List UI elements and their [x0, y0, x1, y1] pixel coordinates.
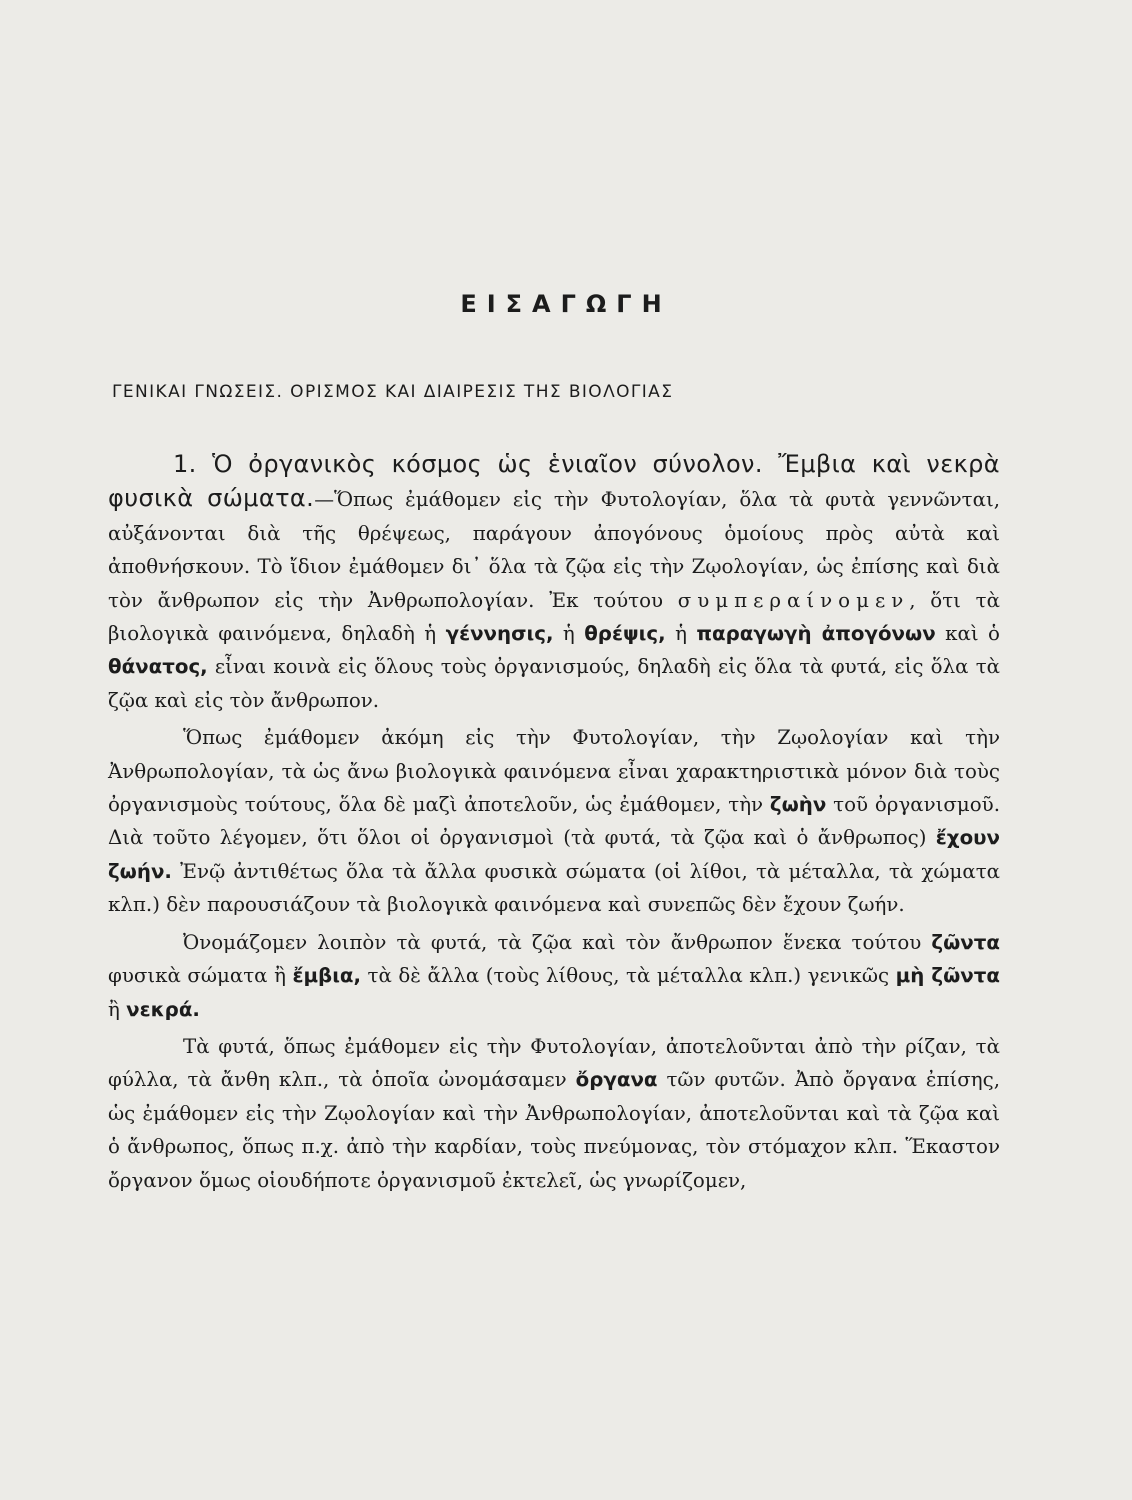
paragraph-2: [108, 721, 1000, 921]
text-run: ἡ: [665, 622, 697, 646]
chapter-title: ΕΙΣΑΓΩΓΗ: [460, 290, 672, 318]
body-text: [108, 448, 1000, 1197]
text-run: εἶναι κοινὰ εἰς ὅλους τοὺς ὀργανισμούς, δηλαδὴ εἰς ὅλα τὰ φυτά, εἰς ὅλα τὰ ζῷα καὶ εἰς τὸν ἄνθρωπον.: [108, 655, 1000, 712]
text-run: Ἐνῷ ἀντιθέτως ὅλα τὰ ἄλλα φυσικὰ σώματα (οἱ λίθοι, τὰ μέταλλα, τὰ χώματα κλπ.) δὲν παρουσιάζουν τὰ βιολογικὰ φαινόμενα καὶ συνεπῶς δὲν ἔχουν ζωήν.: [108, 859, 1000, 917]
text-run: Ὅπως ἐμάθομεν ἀκόμη εἰς τὴν Φυτολογίαν, τὴν Ζῳολογίαν καὶ τὴν Ἀνθρωπολογίαν, τὰ ὡς ἄνω βιολογικὰ φαινόμενα εἶναι χαρακτηριστικὰ μόνον διὰ τοὺς ὀργανισμοὺς τούτους, ὅλα δὲ μαζὶ ἀποτελοῦν, ὡς ἐμάθομεν, τὴν: [108, 726, 1000, 817]
paragraph-3: [108, 926, 1000, 1026]
paragraph-1: [108, 448, 1000, 717]
text-run: φυσικὰ σώματα ἢ: [108, 964, 293, 988]
text-run: —Ὅπως ἐμάθομεν εἰς τὴν Φυτολογίαν, ὅλα τὰ φυτὰ γεννῶνται, αὐξάνονται διὰ τῆς θρέψεως, παράγουν ἀπογόνους ὁμοίους πρὸς αὐτὰ καὶ ἀποθνήσκουν. Τὸ ἴδιον ἐμάθομεν δι᾽ ὅλα τὰ ζῷα εἰς τὴν Ζῳολογίαν, ὡς ἐπίσης καὶ διὰ τὸν ἄνθρωπον εἰς τὴν Ἀνθρωπολογίαν. Ἐκ τούτου: [108, 488, 1000, 612]
text-run: Τὰ φυτά, ὅπως ἐμάθομεν εἰς τὴν Φυτολογίαν, ἀποτελοῦνται ἀπὸ τὴν ρίζαν, τὰ φύλλα, τὰ ἄνθη κλπ., τὰ ὁποῖα ὠνομάσαμεν: [108, 1034, 1000, 1092]
bold-term: παραγωγὴ ἀπογόνων: [696, 622, 936, 646]
text-run: Ὀνομάζομεν λοιπὸν τὰ φυτά, τὰ ζῷα καὶ τὸν ἄνθρωπον ἕνεκα τούτου: [183, 930, 932, 954]
bold-term: ζωὴν: [769, 793, 827, 817]
section-heading: 1. Ὁ ὀργανικὸς κόσμος ὡς ἑνιαῖον σύνολον. Ἔμβια καὶ νεκρὰ φυσικὰ σώματα.: [108, 450, 1000, 513]
bold-term: θρέψις,: [584, 622, 666, 646]
spaced-emphasis: συμπεραίνομεν: [677, 588, 910, 612]
text-run: καὶ ὁ: [935, 622, 1000, 646]
text-run: τοῦ ὀργανισμοῦ. Διὰ τοῦτο λέγομεν, ὅτι ὅλοι οἱ ὀργανισμοὶ (τὰ φυτά, τὰ ζῷα καὶ ὁ ἄνθρωπος): [108, 793, 1000, 850]
bold-term: ζῶντα: [931, 930, 1000, 954]
section-title: ΓΕΝΙΚΑΙ ΓΝΩΣΕΙΣ. ΟΡΙΣΜΟΣ ΚΑΙ ΔΙΑΙΡΕΣΙΣ ΤΗΣ ΒΙΟΛΟΓΙΑΣ: [112, 382, 674, 402]
paragraph-4: [108, 1030, 1000, 1197]
text-run: , ὅτι τὰ βιολογικὰ φαινόμενα, δηλαδὴ ἡ: [108, 588, 1000, 646]
bold-term: ἔχουν ζωήν.: [108, 826, 1000, 883]
bold-term: νεκρά.: [126, 997, 200, 1021]
text-run: τῶν φυτῶν. Ἀπὸ ὄργανα ἐπίσης, ὡς ἐμάθομεν εἰς τὴν Ζῳολογίαν καὶ τὴν Ἀνθρωπολογίαν, ἀποτελοῦνται καὶ τὰ ζῷα καὶ ὁ ἄνθρωπος, ὅπως π.χ. ἀπὸ τὴν καρδίαν, τοὺς πνεύμονας, τὸν στόμαχον κλπ. Ἕκαστον ὄργανον ὅμως οἱουδήποτε ὀργανισμοῦ ἐκτελεῖ, ὡς γνωρίζομεν,: [108, 1068, 1000, 1192]
text-run: ἢ: [108, 997, 127, 1021]
text-run: τὰ δὲ ἄλλα (τοὺς λίθους, τὰ μέταλλα κλπ.) γενικῶς: [361, 964, 896, 988]
bold-term: ἔμβια,: [292, 964, 362, 988]
text-run: ἡ: [553, 622, 585, 646]
bold-term: θάνατος,: [108, 655, 208, 679]
bold-term: γέννησις,: [445, 622, 554, 646]
bold-term: ὄργανα: [575, 1068, 658, 1092]
bold-term: μὴ ζῶντα: [895, 964, 1000, 988]
